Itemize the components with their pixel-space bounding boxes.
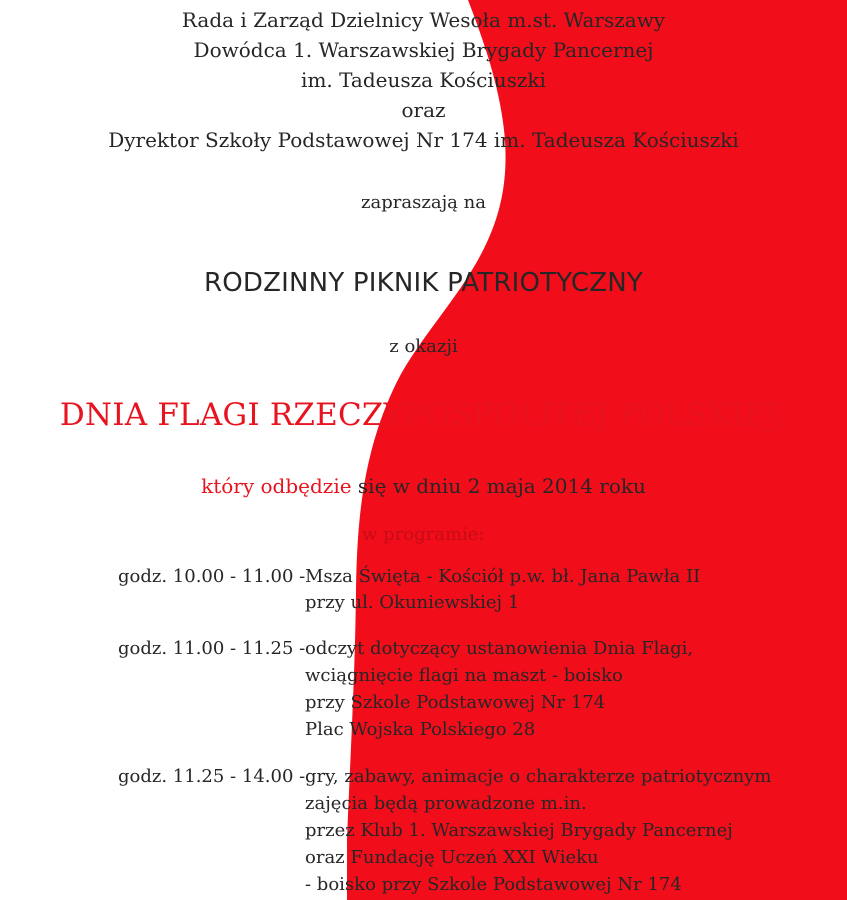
program-time: godz. 10.00 - 11.00 - bbox=[118, 566, 306, 587]
event-date-prefix: który odbędzie bbox=[201, 474, 352, 498]
program-item-line: Plac Wojska Polskiego 28 bbox=[305, 719, 536, 740]
header-line-commander: Dowódca 1. Warszawskiej Brygady Pancernej bbox=[193, 38, 654, 62]
program-item-line: wciągnięcie flagi na maszt - boisko bbox=[305, 665, 623, 686]
program-time: godz. 11.00 - 11.25 - bbox=[118, 638, 306, 659]
event-title: RODZINNY PIKNIK PATRIOTYCZNY bbox=[203, 268, 643, 298]
header-line-council: Rada i Zarząd Dzielnicy Wesoła m.st. Warszawy bbox=[181, 8, 666, 32]
program-item-line: - boisko przy Szkole Podstawowej Nr 174 bbox=[305, 874, 682, 895]
program-item-line: przy Szkole Podstawowej Nr 174 bbox=[305, 692, 606, 713]
program-item-line: oraz Fundację Uczeń XXI Wieku bbox=[305, 847, 599, 868]
program-heading: w programie: bbox=[362, 524, 485, 545]
event-date bbox=[0, 476, 847, 496]
holiday-title: DNIA FLAGI RZECZYPOSPOLITEJ POLSKIEJ, bbox=[59, 397, 788, 433]
event-date-suffix: się w dniu 2 maja 2014 roku bbox=[351, 474, 646, 498]
program-time: godz. 11.25 - 14.00 - bbox=[118, 766, 306, 787]
header-line-patron: im. Tadeusza Kościuszki bbox=[301, 68, 546, 92]
program-item-line: odczyt dotyczący ustanowienia Dnia Flagi, bbox=[305, 638, 694, 659]
program-item-line: gry, zabawy, animacje o charakterze patriotycznym bbox=[305, 766, 772, 787]
occasion-text: z okazji bbox=[389, 336, 458, 357]
program-item-line: Msza Święta - Kościół p.w. bł. Jana Pawła II bbox=[305, 566, 701, 587]
header-line-and: oraz bbox=[401, 98, 446, 122]
program-item-line: zajęcia będą prowadzone m.in. bbox=[305, 793, 587, 814]
invite-text: zapraszają na bbox=[361, 192, 486, 213]
program-item-line: przez Klub 1. Warszawskiej Brygady Pancernej bbox=[305, 820, 733, 841]
program-item-line: przy ul. Okuniewskiej 1 bbox=[305, 592, 520, 613]
header-line-director: Dyrektor Szkoły Podstawowej Nr 174 im. Tadeusza Kościuszki bbox=[108, 128, 739, 152]
